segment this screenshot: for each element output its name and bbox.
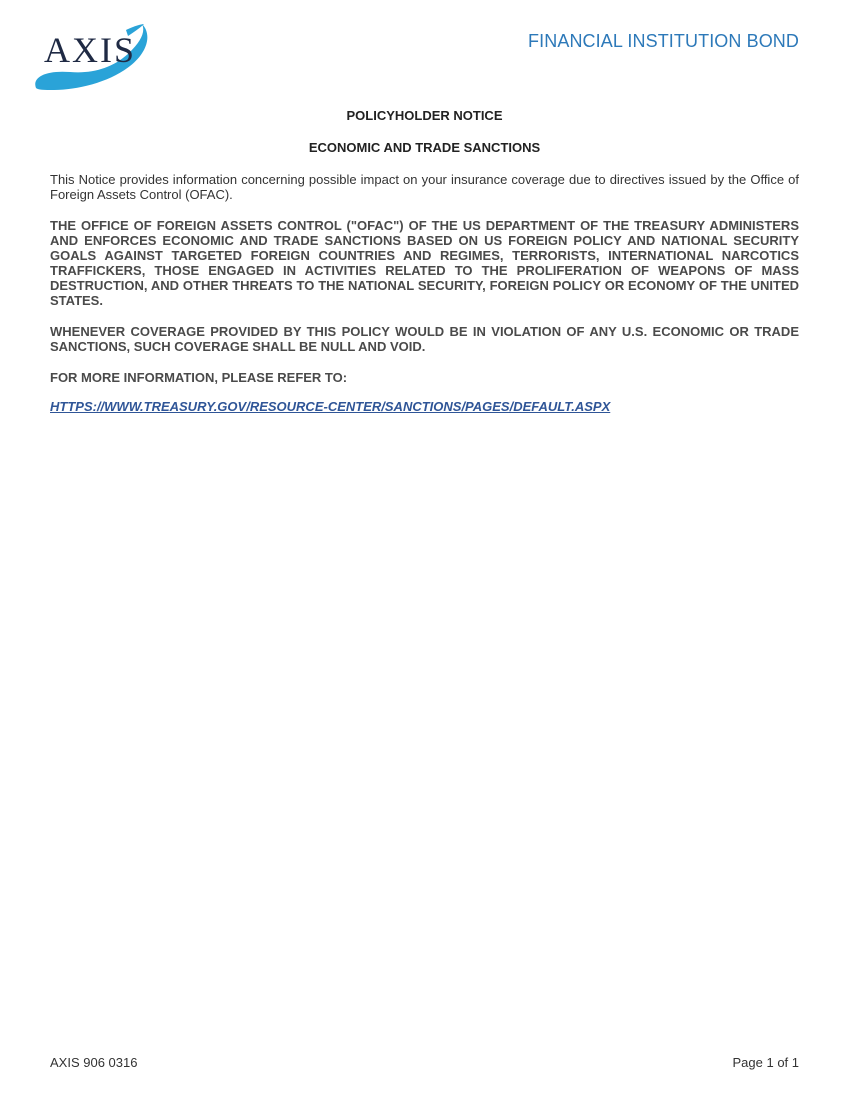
axis-logo xyxy=(30,18,150,94)
logo-wordmark: AXIS xyxy=(44,30,137,70)
document-type-title: FINANCIAL INSTITUTION BOND xyxy=(528,31,799,51)
intro-paragraph: This Notice provides information concerning possible impact on your insurance coverage due to directives issued by the Office of Foreign Assets Control (OFAC). xyxy=(50,172,799,202)
ofac-paragraph: THE OFFICE OF FOREIGN ASSETS CONTROL ("OFAC") OF THE US DEPARTMENT OF THE TREASURY ADMINISTERS AND ENFORCES ECONOMIC AND TRADE SANCTIONS BASED ON US FOREIGN POLICY AND NATIONAL SECURITY GOALS AGAINST TARGETED FOREIGN COUNTRIES AND REGIMES, TERRORISTS, INTERNATIONAL NARCOTICS TRAFFICKERS, THOSE ENGAGED IN ACTIVITIES RELATED TO THE PROLIFERATION OF WEAPONS OF MASS DESTRUCTION, AND OTHER THREATS TO THE NATIONAL SECURITY, FOREIGN POLICY OR ECONOMY OF THE UNITED STATES. xyxy=(50,218,799,308)
form-number: AXIS 906 0316 xyxy=(50,1055,138,1070)
treasury-sanctions-link[interactable]: HTTPS://WWW.TREASURY.GOV/RESOURCE-CENTER/SANCTIONS/PAGES/DEFAULT.ASPX xyxy=(50,399,611,414)
page-number: Page 1 of 1 xyxy=(732,1055,799,1070)
coverage-paragraph: WHENEVER COVERAGE PROVIDED BY THIS POLICY WOULD BE IN VIOLATION OF ANY U.S. ECONOMIC OR TRADE SANCTIONS, SUCH COVERAGE SHALL BE NULL AND VOID. xyxy=(50,324,799,354)
notice-heading: POLICYHOLDER NOTICE xyxy=(346,108,503,123)
notice-subheading: ECONOMIC AND TRADE SANCTIONS xyxy=(308,140,541,155)
notice-body xyxy=(50,108,799,430)
refer-paragraph: FOR MORE INFORMATION, PLEASE REFER TO: xyxy=(50,370,348,385)
